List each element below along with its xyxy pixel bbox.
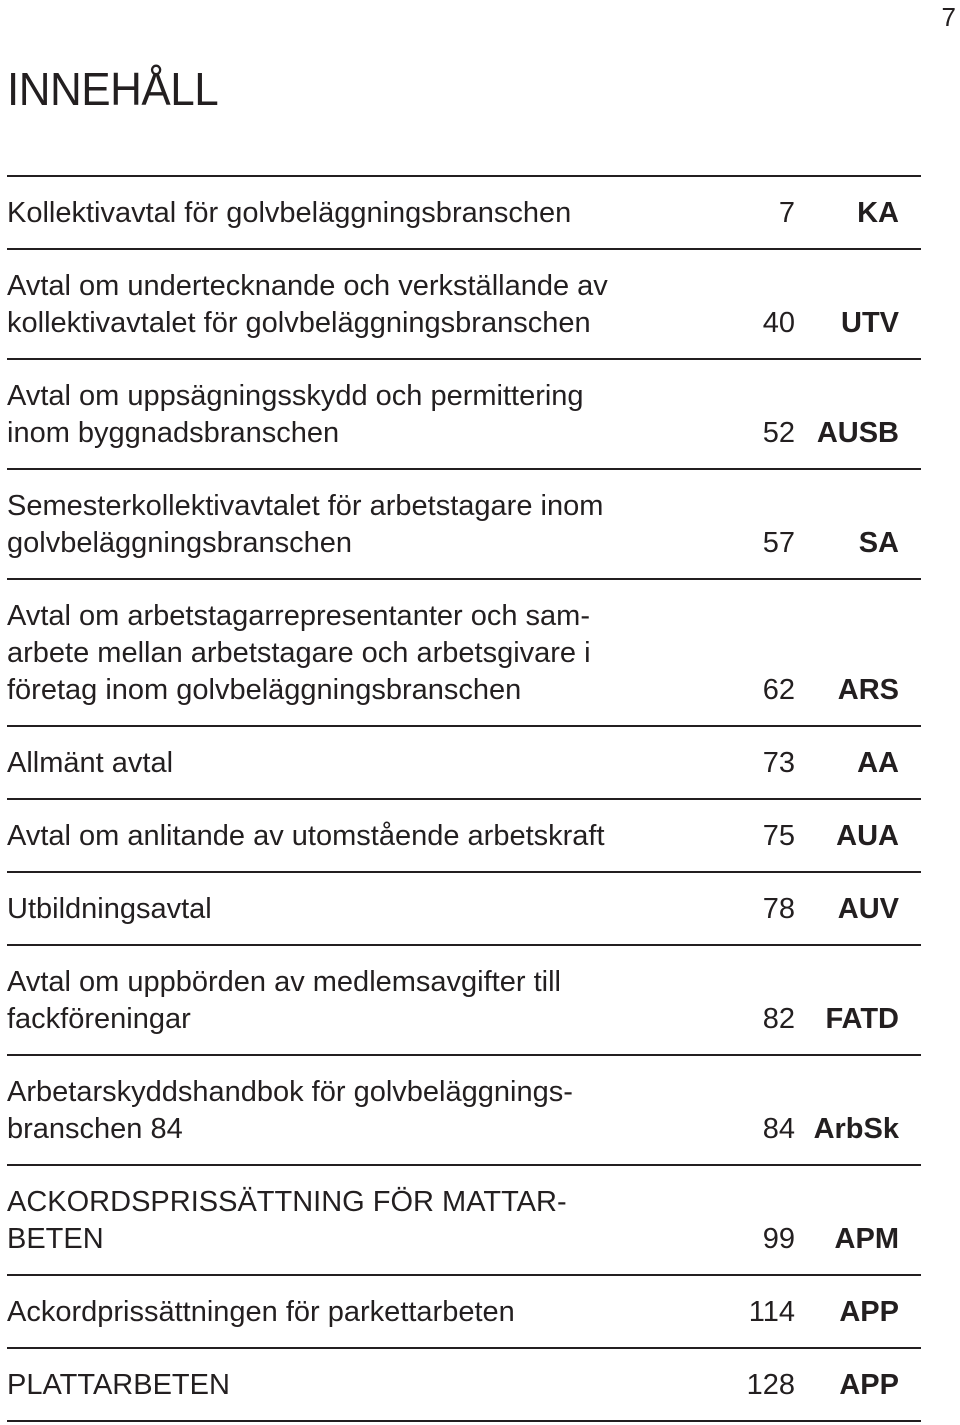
toc-entry-code: ARS [837,674,899,706]
toc-entry-page: 82 [762,1003,795,1035]
toc-entry-page: 78 [762,893,795,925]
toc-entry-title: Ackordprissättningen för parkettarbeten [7,1296,515,1328]
toc-entry-page: 128 [746,1369,795,1401]
toc-entry[interactable] [7,1276,921,1349]
toc-entry[interactable] [7,1056,921,1166]
toc-entry-code: AUA [836,820,899,852]
toc-entry-page: 52 [762,417,795,449]
toc-entry-page: 40 [762,307,795,339]
toc-entry[interactable] [7,946,921,1056]
toc-entry-page: 84 [762,1113,795,1145]
toc-entry-page: 99 [762,1223,795,1255]
toc-entry-code: AUSB [816,417,899,449]
toc-entry-code: SA [858,527,899,559]
page-title: INNEHÅLL [7,64,219,116]
page-number: 7 [941,2,956,32]
toc-entry-title: Avtal om uppbörden av medlemsavgifter till fackföreningar [7,966,561,1035]
table-of-contents [7,175,921,1422]
toc-entry-code: AA [857,747,899,779]
toc-entry-code: UTV [841,307,899,339]
toc-entry-page: 7 [778,197,795,229]
toc-entry[interactable] [7,800,921,873]
toc-entry[interactable] [7,1349,921,1422]
toc-entry-title: ACKORDSPRISSÄTTNING FÖR MATTAR- BETEN [7,1186,567,1255]
toc-entry-code: APP [839,1296,899,1328]
toc-entry[interactable] [7,580,921,727]
toc-entry[interactable] [7,250,921,360]
toc-entry[interactable] [7,1166,921,1276]
toc-entry-title: Utbildningsavtal [7,893,212,925]
toc-entry-title: Avtal om undertecknande och verkställande av kollektivavtalet för golvbeläggningsbranschen [7,270,608,339]
toc-entry-page: 114 [748,1296,795,1328]
toc-entry[interactable] [7,873,921,946]
toc-entry[interactable] [7,177,921,250]
toc-entry-title: Avtal om anlitande av utomstående arbetskraft [7,820,605,852]
toc-entry-title: Kollektivavtal för golvbeläggningsbranschen [7,197,572,229]
toc-entry-code: AUV [837,893,899,925]
toc-entry-page: 57 [762,527,795,559]
toc-entry-code: ArbSk [813,1113,899,1145]
toc-entry-code: APM [834,1223,899,1255]
toc-entry-page: 73 [762,747,795,779]
toc-entry-page: 75 [762,820,795,852]
toc-entry-code: FATD [825,1003,899,1035]
toc-entry-title: Avtal om arbetstagarrepresentanter och sam- arbete mellan arbetstagare och arbetsgivare i företag inom golvbeläggningsbranschen [7,600,591,706]
toc-entry-title: Avtal om uppsägningsskydd och permittering inom byggnadsbranschen [7,380,584,449]
toc-entry-title: PLATTARBETEN [7,1369,230,1401]
toc-entry[interactable] [7,360,921,470]
toc-entry[interactable] [7,470,921,580]
toc-entry-page: 62 [762,674,795,706]
toc-entry-code: APP [839,1369,899,1401]
toc-entry-title: Arbetarskyddshandbok för golvbeläggnings- branschen 84 [7,1076,573,1145]
toc-entry-title: Allmänt avtal [7,747,174,779]
toc-entry-title: Semesterkollektivavtalet för arbetstagare inom golvbeläggningsbranschen [7,490,604,559]
toc-entry[interactable] [7,727,921,800]
toc-entry-code: KA [857,197,899,229]
